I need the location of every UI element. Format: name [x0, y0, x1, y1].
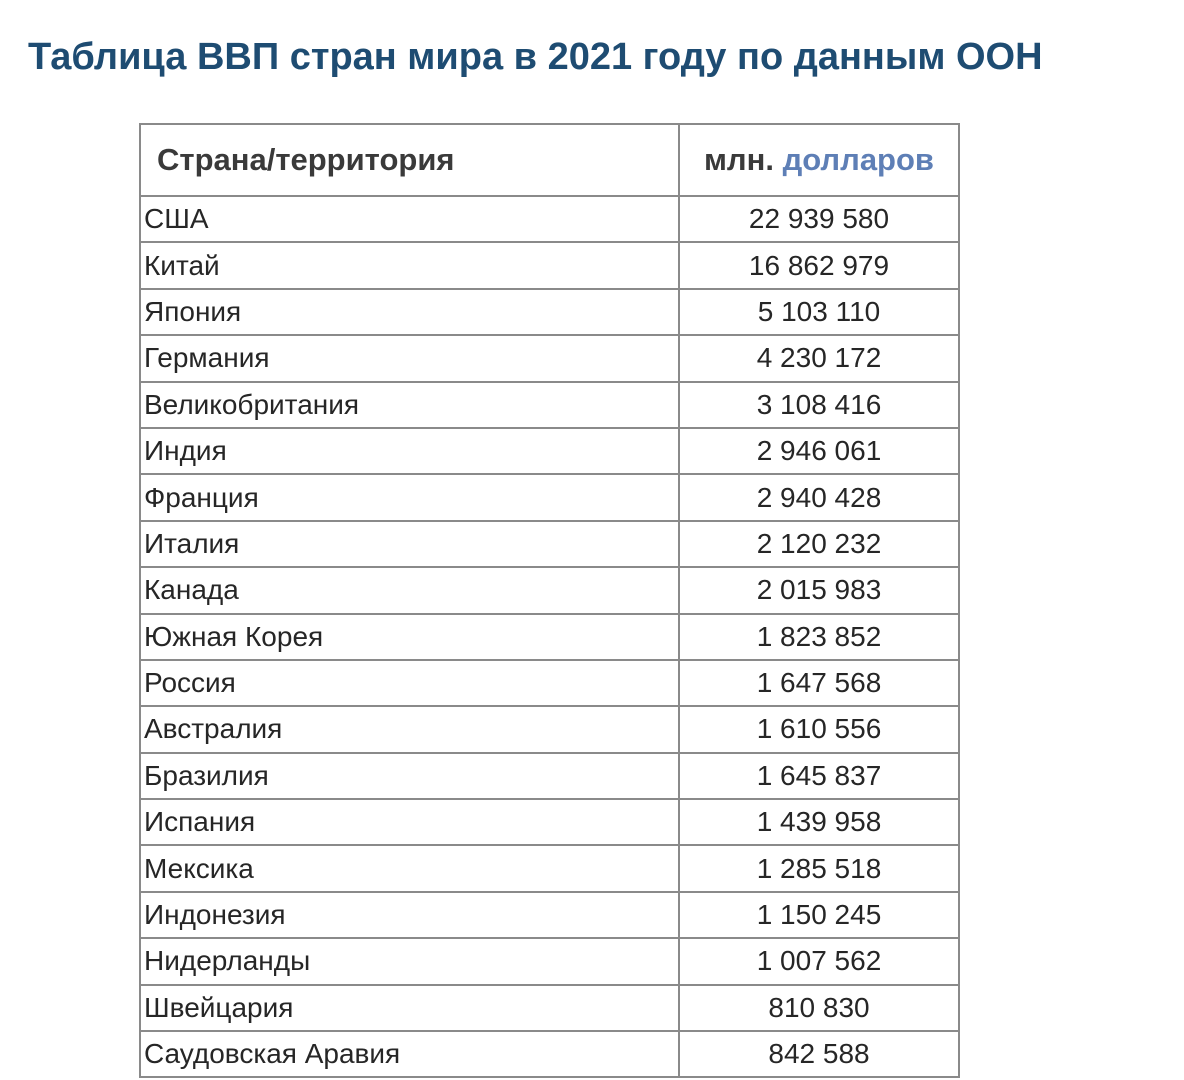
gdp-value-cell: 1 439 958	[679, 799, 959, 845]
gdp-value-cell: 16 862 979	[679, 242, 959, 288]
unit-prefix: млн.	[704, 142, 774, 177]
gdp-value-cell: 1 285 518	[679, 845, 959, 891]
page-title: Таблица ВВП стран мира в 2021 году по данным ООН	[28, 36, 1043, 78]
country-cell: Индия	[140, 428, 679, 474]
table-row	[140, 382, 959, 428]
gdp-value-cell: 3 108 416	[679, 382, 959, 428]
gdp-value-cell: 810 830	[679, 985, 959, 1031]
country-cell: Австралия	[140, 706, 679, 752]
country-cell: Германия	[140, 335, 679, 381]
table-header	[140, 124, 959, 196]
table-row	[140, 196, 959, 242]
country-cell: Россия	[140, 660, 679, 706]
gdp-table	[139, 123, 960, 1078]
country-cell: США	[140, 196, 679, 242]
gdp-value-cell: 5 103 110	[679, 289, 959, 335]
gdp-value-cell: 2 015 983	[679, 567, 959, 613]
country-cell: Швейцария	[140, 985, 679, 1031]
country-cell: Китай	[140, 242, 679, 288]
country-cell: Франция	[140, 474, 679, 520]
country-cell: Мексика	[140, 845, 679, 891]
header-row	[140, 124, 959, 196]
country-cell: Япония	[140, 289, 679, 335]
gdp-value-cell: 22 939 580	[679, 196, 959, 242]
country-cell: Южная Корея	[140, 614, 679, 660]
table-row	[140, 938, 959, 984]
table-row	[140, 799, 959, 845]
table-row	[140, 892, 959, 938]
gdp-value-cell: 1 645 837	[679, 753, 959, 799]
country-cell: Нидерланды	[140, 938, 679, 984]
table-row	[140, 567, 959, 613]
table-row	[140, 753, 959, 799]
table-row	[140, 242, 959, 288]
country-cell: Бразилия	[140, 753, 679, 799]
table-body	[140, 196, 959, 1077]
country-cell: Италия	[140, 521, 679, 567]
country-cell: Испания	[140, 799, 679, 845]
gdp-value-cell: 4 230 172	[679, 335, 959, 381]
country-cell: Саудовская Аравия	[140, 1031, 679, 1077]
gdp-value-cell: 2 946 061	[679, 428, 959, 474]
gdp-value-cell: 1 823 852	[679, 614, 959, 660]
unit-link[interactable]: долларов	[782, 142, 934, 177]
table-row	[140, 474, 959, 520]
table-row	[140, 614, 959, 660]
table-row	[140, 289, 959, 335]
country-cell: Индонезия	[140, 892, 679, 938]
gdp-value-cell: 2 940 428	[679, 474, 959, 520]
gdp-value-cell: 1 150 245	[679, 892, 959, 938]
table-row	[140, 1031, 959, 1077]
gdp-value-cell: 1 007 562	[679, 938, 959, 984]
gdp-value-cell: 842 588	[679, 1031, 959, 1077]
table-row	[140, 521, 959, 567]
table-row	[140, 706, 959, 752]
column-header-value	[679, 124, 959, 196]
gdp-value-cell: 1 647 568	[679, 660, 959, 706]
table-row	[140, 428, 959, 474]
table-row	[140, 985, 959, 1031]
gdp-value-cell: 2 120 232	[679, 521, 959, 567]
country-cell: Канада	[140, 567, 679, 613]
column-header-country: Страна/территория	[140, 124, 679, 196]
gdp-value-cell: 1 610 556	[679, 706, 959, 752]
table-row	[140, 335, 959, 381]
table-row	[140, 660, 959, 706]
country-cell: Великобритания	[140, 382, 679, 428]
table-row	[140, 845, 959, 891]
